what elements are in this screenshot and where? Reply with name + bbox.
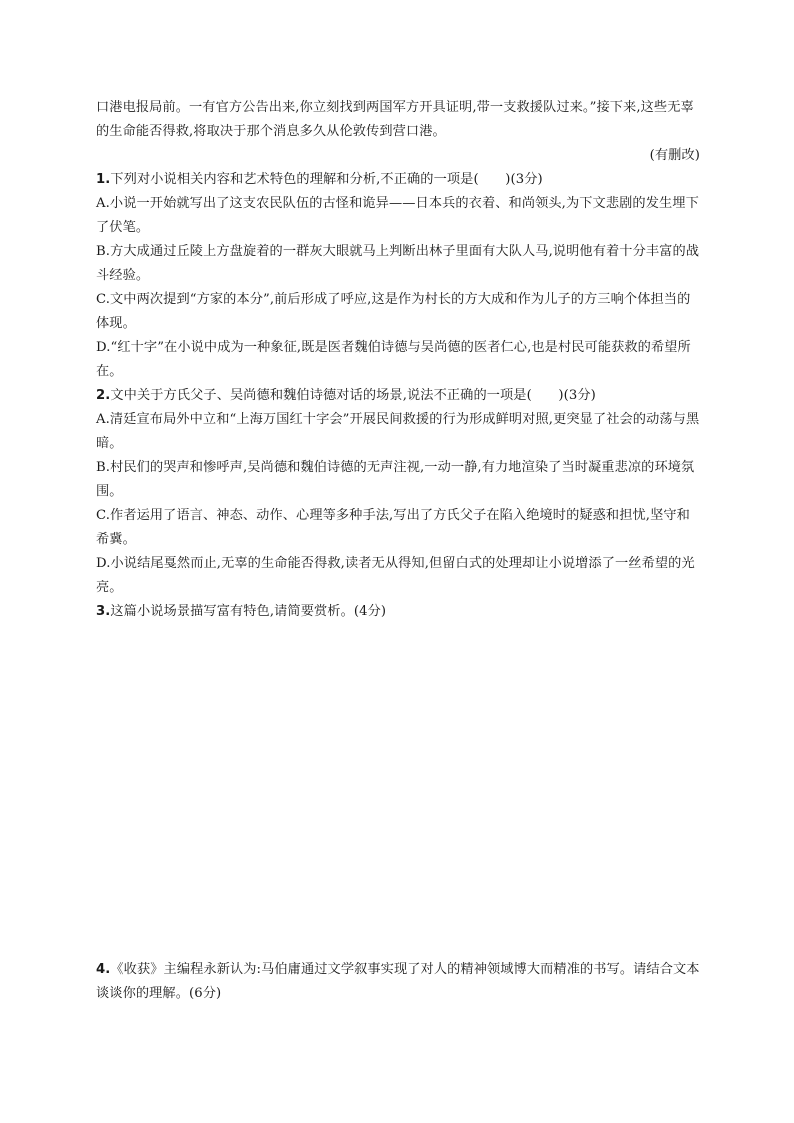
question-3 [96,600,700,624]
question-number: 2. [96,388,111,403]
option-d: D.“红十字”在小说中成为一种象征,既是医者魏伯诗德与吴尚德的医者仁心,也是村民可能获救的希望所在。 [96,340,691,379]
source-note: (有删改) [649,148,700,163]
option-d: D.小说结尾戛然而止,无辜的生命能否得救,读者无从得知,但留白式的处理却让小说增添了一丝希望的光亮。 [96,556,695,595]
question-text: 下列对小说相关内容和艺术特色的理解和分析,不正确的一项是( )(3分) [110,172,543,187]
question-text: 这篇小说场景描写富有特色,请简要赏析。(4分) [110,604,387,619]
option-b: B.村民们的哭声和惨呼声,吴尚德和魏伯诗德的无声注视,一动一静,有力地渲染了当时凝重悲凉的环境氛围。 [96,460,695,499]
question-1 [96,168,700,192]
option-a: A.小说一开始就写出了这支农民队伍的古怪和诡异——日本兵的衣着、和尚领头,为下文悲剧的发生埋下了伏笔。 [96,196,699,235]
document-content [96,96,700,1006]
question-text: 文中关于方氏父子、吴尚德和魏伯诗德对话的场景,说法不正确的一项是( )(3分) [110,388,596,403]
option-a: A.清廷宣布局外中立和“上海万国红十字会”开展民间救援的行为形成鲜明对照,更突显了社会的动荡与黑暗。 [96,412,700,451]
question-text: 《收获》主编程永新认为:马伯庸通过文学叙事实现了对人的精神领域博大而精准的书写。请结合文本谈谈你的理解。(6分) [96,962,700,1001]
question-number: 3. [96,604,111,619]
question-number: 4. [96,962,111,977]
option-b: B.方大成通过丘陵上方盘旋着的一群灰大眼就马上判断出林子里面有大队人马,说明他有着十分丰富的战斗经验。 [96,244,700,283]
question-4 [96,958,700,1006]
intro-paragraph: 口港电报局前。一有官方公告出来,你立刻找到两国军方开具证明,带一支救援队过来。”接下来,这些无辜的生命能否得救,将取决于那个消息多久从伦敦传到营口港。 [96,100,694,139]
question-2 [96,384,700,408]
question-number: 1. [96,172,111,187]
option-c: C.文中两次提到“方家的本分”,前后形成了呼应,这是作为村长的方大成和作为儿子的方三响个体担当的体现。 [96,292,691,331]
option-c: C.作者运用了语言、神态、动作、心理等多种手法,写出了方氏父子在陷入绝境时的疑惑和担忧,坚守和希冀。 [96,508,690,547]
answer-space [96,624,700,958]
